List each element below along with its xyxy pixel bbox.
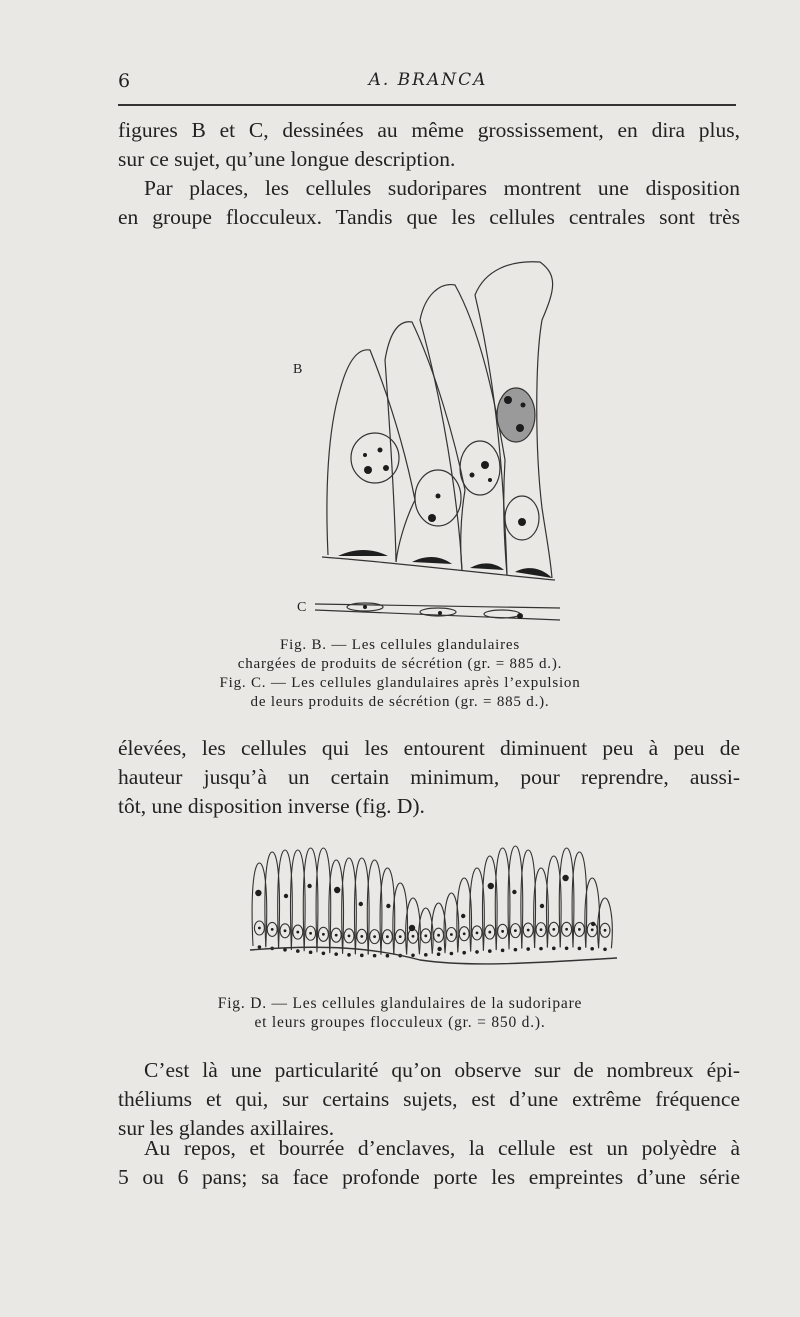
nucleolus: [438, 611, 442, 615]
cell-outline: [327, 350, 415, 562]
caption-line: et leurs groupes flocculeux (gr. = 850 d.).: [254, 1014, 546, 1031]
nucleolus: [565, 928, 568, 931]
figure-b-glandular-cells: [310, 250, 580, 630]
nucleolus: [309, 932, 312, 935]
basal-mark: [411, 953, 415, 957]
nucleolus: [284, 929, 287, 932]
basal-mark: [360, 954, 364, 958]
paragraph-1: [118, 116, 740, 174]
nucleolus: [591, 928, 594, 931]
basal-mark: [338, 550, 388, 556]
figure-d-caption: [0, 994, 800, 1032]
nucleolus: [488, 478, 492, 482]
text-line: élevées, les cellules qui les entourent diminuent peu à peu de: [118, 736, 740, 760]
secretion-granule: [409, 925, 415, 931]
basal-mark: [603, 947, 607, 951]
basal-mark: [347, 953, 351, 957]
nucleolus: [527, 929, 530, 932]
basal-mark: [309, 950, 313, 954]
secretion-granule: [437, 947, 441, 951]
nucleolus: [436, 494, 441, 499]
nucleolus: [437, 934, 440, 937]
caption-line: Fig. D. — Les cellules glandulaires de la sudoripare: [217, 995, 583, 1012]
nucleolus: [514, 929, 517, 932]
basal-mark: [578, 947, 582, 951]
nucleolus: [578, 928, 581, 931]
nucleolus: [481, 461, 489, 469]
nucleolus: [428, 514, 436, 522]
basal-mark: [296, 949, 300, 953]
text-line: figures B et C, dessinées au même grossissement, en dira plus,: [118, 118, 740, 142]
figure-label-b: B: [293, 362, 303, 377]
secretion-granule: [359, 902, 363, 906]
nucleolus: [552, 928, 555, 931]
basal-mark: [258, 945, 262, 949]
secretion-granule: [461, 914, 465, 918]
nucleolus: [348, 934, 351, 937]
basal-mark: [322, 951, 326, 955]
nucleolus: [424, 934, 427, 937]
secretion-granule: [540, 904, 544, 908]
nucleolus: [517, 613, 523, 619]
paragraph-4: [118, 1056, 740, 1143]
text-line: C’est là une particularité qu’on observe sur de nombreux épi-: [144, 1058, 740, 1082]
basal-mark: [424, 953, 428, 957]
basal-mark: [450, 952, 454, 956]
nucleolus: [386, 935, 389, 938]
basal-mark: [526, 947, 530, 951]
secretion-granule: [334, 887, 340, 893]
nucleus: [460, 441, 500, 495]
figure-c-flattened-cells: [310, 590, 570, 630]
nucleolus: [322, 933, 325, 936]
nucleus: [484, 610, 520, 618]
nucleolus: [363, 453, 367, 457]
text-line: tôt, une disposition inverse (fig. D).: [118, 794, 425, 818]
nucleolus: [335, 934, 338, 937]
nucleus: [497, 388, 535, 442]
nucleolus: [412, 935, 415, 938]
text-line: en groupe flocculeux. Tandis que les cellules centrales sont très: [118, 205, 740, 229]
basal-mark: [386, 954, 390, 958]
basal-mark: [412, 557, 452, 564]
nucleolus: [521, 403, 526, 408]
basal-mark: [462, 951, 466, 955]
cell-outline: [385, 322, 465, 570]
caption-line: Fig. B. — Les cellules glandulaires: [279, 637, 521, 653]
basal-mark: [552, 947, 556, 951]
paragraph-5: [118, 1134, 740, 1192]
nucleolus: [378, 448, 383, 453]
text-line: hauteur jusqu’à un certain minimum, pour reprendre, aussi-: [118, 765, 740, 789]
nucleolus: [540, 928, 543, 931]
secretion-granule: [284, 894, 288, 898]
paragraph-2: [118, 174, 740, 232]
nucleolus: [373, 935, 376, 938]
nucleolus: [383, 465, 389, 471]
nucleolus: [501, 930, 504, 933]
figure-label-c: C: [297, 600, 307, 615]
basal-mark: [514, 948, 518, 952]
cell-outline: [315, 610, 560, 620]
figure-bc-caption: [0, 636, 800, 712]
nucleolus: [518, 518, 526, 526]
basal-mark: [590, 947, 594, 951]
secretion-granule: [512, 890, 516, 894]
secretion-granule: [386, 904, 390, 908]
nucleolus: [604, 929, 607, 932]
basal-mark: [501, 949, 505, 953]
nucleolus: [360, 935, 363, 938]
nucleolus: [271, 928, 274, 931]
secretion-granule: [562, 875, 568, 881]
nucleolus: [488, 931, 491, 934]
text-line: Par places, les cellules sudoripares montrent une disposition: [144, 176, 740, 200]
basement-membrane: [250, 947, 617, 964]
basal-mark: [373, 954, 377, 958]
nucleolus: [258, 927, 261, 930]
caption-line: de leurs produits de sécrétion (gr. = 885 d.).: [250, 694, 550, 710]
nucleolus: [516, 424, 524, 432]
secretion-granule: [591, 922, 595, 926]
page-header: [118, 70, 738, 94]
secretion-granule: [488, 883, 494, 889]
nucleolus: [399, 935, 402, 938]
text-line: sur les glandes axillaires.: [118, 1116, 335, 1140]
basal-mark: [334, 952, 338, 956]
figure-d-flocculent-groups: [245, 838, 620, 970]
basal-mark: [437, 952, 441, 956]
header-rule: [118, 104, 736, 106]
nucleolus: [363, 605, 367, 609]
page-number: 6: [118, 70, 131, 92]
text-line: théliums et qui, sur certains sujets, est d’une extrême fréquence: [118, 1087, 740, 1111]
caption-line: Fig. C. — Les cellules glandulaires après l’expulsion: [219, 675, 581, 691]
secretion-granule: [255, 890, 261, 896]
text-line: sur ce sujet, qu’une longue description.: [118, 147, 456, 171]
paragraph-3: [118, 734, 740, 821]
text-line: Au repos, et bourrée d’enclaves, la cellule est un polyèdre à: [144, 1136, 740, 1160]
nucleolus: [463, 932, 466, 935]
nucleolus: [364, 466, 372, 474]
basal-mark: [565, 946, 569, 950]
basal-mark: [470, 563, 504, 570]
text-line: 5 ou 6 pans; sa face profonde porte les empreintes d’une série: [118, 1165, 740, 1189]
nucleolus: [476, 931, 479, 934]
running-head: A. BRANCA: [368, 70, 488, 90]
cell-outline: [420, 285, 507, 575]
nucleolus: [296, 931, 299, 934]
nucleolus: [450, 933, 453, 936]
basal-mark: [475, 950, 479, 954]
basal-mark: [539, 947, 543, 951]
basal-mark: [488, 949, 492, 953]
caption-line: chargées de produits de sécrétion (gr. = 885 d.).: [237, 656, 563, 672]
nucleolus: [504, 396, 512, 404]
nucleolus: [470, 473, 475, 478]
secretion-granule: [307, 884, 311, 888]
